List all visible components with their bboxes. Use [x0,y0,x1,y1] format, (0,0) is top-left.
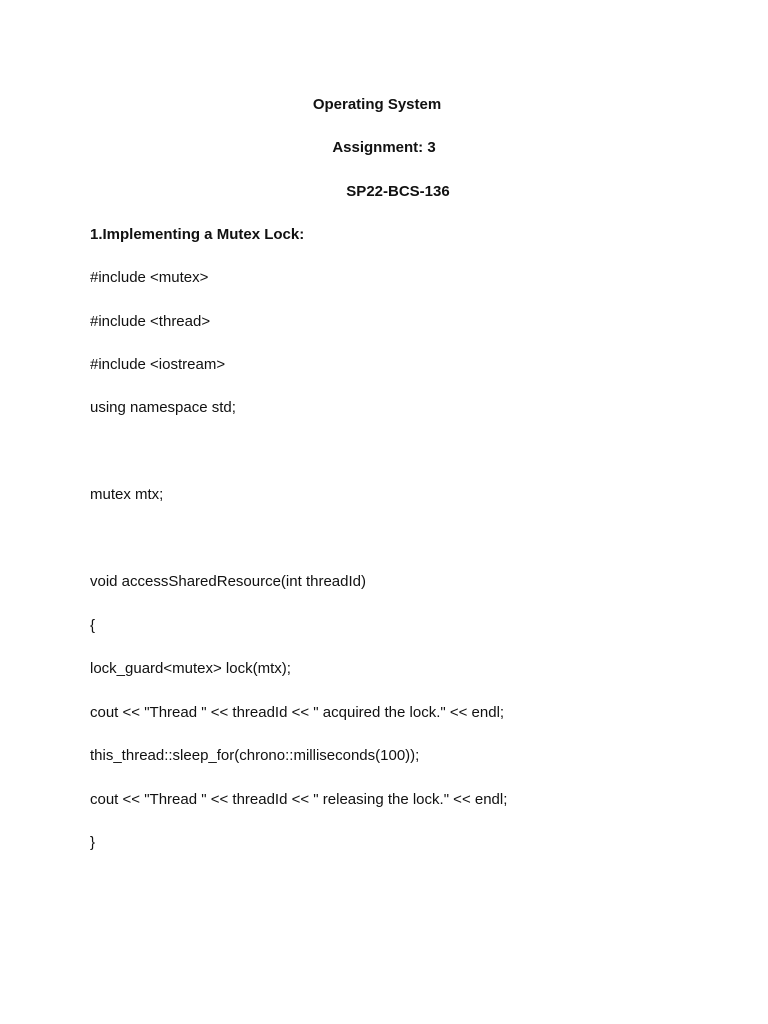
code-function-signature: void accessSharedResource(int threadId) [90,573,366,590]
code-cout-acquired: cout << "Thread " << threadId << " acquired the lock." << endl; [90,704,505,721]
code-using-namespace: using namespace std; [90,399,236,416]
code-include-mutex: #include <mutex> [90,269,209,286]
code-include-thread: #include <thread> [90,313,211,330]
question-heading: 1.Implementing a Mutex Lock: [90,226,305,243]
assignment-label: Assignment: 3 [332,139,436,156]
document-title: Operating System [312,96,442,113]
code-include-iostream: #include <iostream> [90,356,226,373]
code-cout-releasing: cout << "Thread " << threadId << " releasing the lock." << endl; [90,791,508,808]
student-id: SP22-BCS-136 [346,183,450,200]
code-close-brace: } [90,834,96,851]
code-sleep: this_thread::sleep_for(chrono::milliseconds(100)); [90,747,420,764]
code-lock-guard: lock_guard<mutex> lock(mtx); [90,660,291,677]
code-mutex-declaration: mutex mtx; [90,486,164,503]
code-open-brace: { [90,617,96,634]
